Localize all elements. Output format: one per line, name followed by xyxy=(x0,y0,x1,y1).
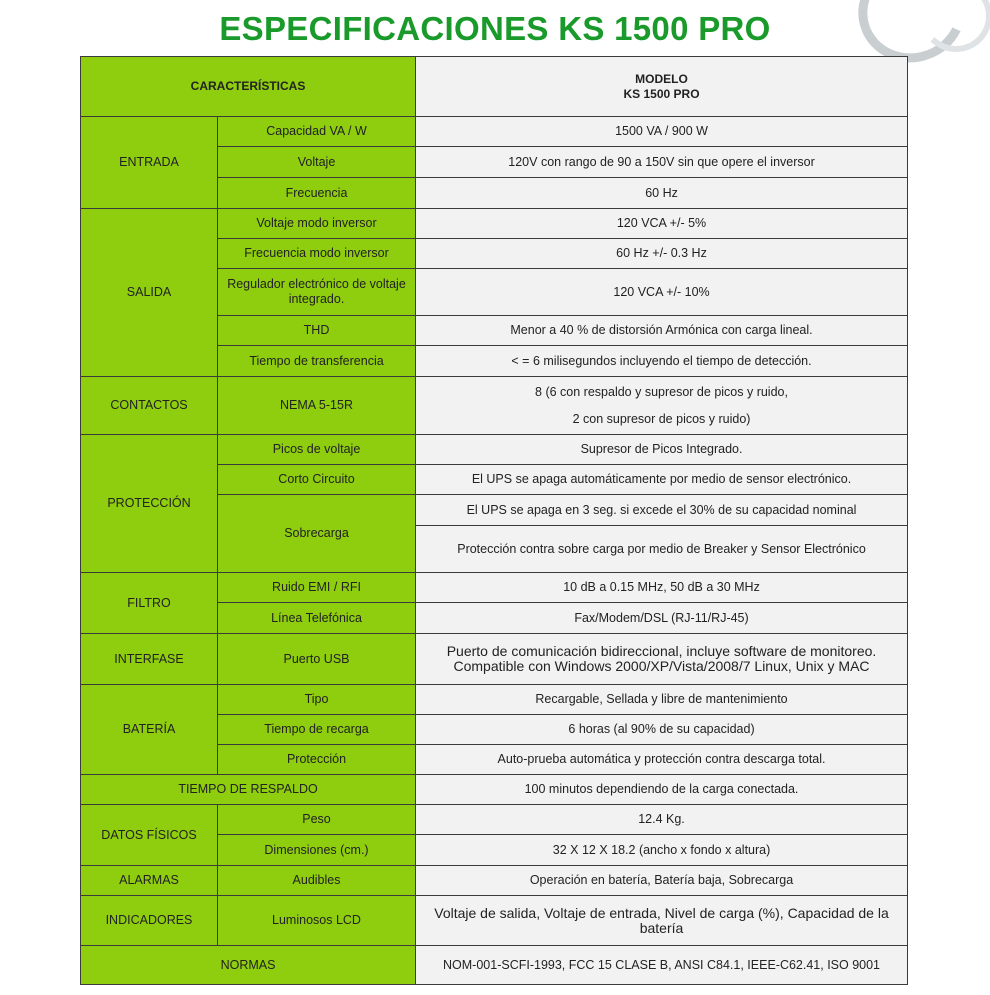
spec-value xyxy=(416,634,908,685)
spec-value: Supresor de Picos Integrado. xyxy=(416,435,908,465)
page-title: ESPECIFICACIONES KS 1500 PRO xyxy=(219,10,771,47)
spec-value: Protección contra sobre carga por medio de Breaker y Sensor Electrónico xyxy=(416,526,908,573)
spec-value: 60 Hz xyxy=(416,178,908,209)
spec-label: Dimensiones (cm.) xyxy=(218,835,416,866)
category-bateria: BATERÍA xyxy=(81,685,218,775)
table-row xyxy=(81,377,908,435)
table-row xyxy=(81,946,908,985)
spec-value: Recargable, Sellada y libre de mantenimiento xyxy=(416,685,908,715)
spec-value: Auto-prueba automática y protección contra descarga total. xyxy=(416,745,908,775)
characteristics-header: CARACTERÍSTICAS xyxy=(81,57,416,117)
spec-label: Voltaje modo inversor xyxy=(218,209,416,239)
spec-label: NEMA 5-15R xyxy=(218,377,416,435)
spec-value xyxy=(416,377,908,435)
spec-value: 100 minutos dependiendo de la carga conectada. xyxy=(416,775,908,805)
category-filtro: FILTRO xyxy=(81,573,218,634)
category-salida: SALIDA xyxy=(81,209,218,377)
spec-value: 12.4 Kg. xyxy=(416,805,908,835)
spec-value: < = 6 milisegundos incluyendo el tiempo de detección. xyxy=(416,346,908,377)
spec-value-line1: Puerto de comunicación bidireccional, incluye software de monitoreo. xyxy=(446,643,877,659)
table-row xyxy=(81,685,908,715)
spec-label: Regulador electrónico de voltaje integrado. xyxy=(218,269,416,316)
spec-label: Voltaje xyxy=(218,147,416,178)
model-header-line1: MODELO xyxy=(635,71,688,86)
spec-value: 120V con rango de 90 a 150V sin que opere el inversor xyxy=(416,147,908,178)
spec-value: El UPS se apaga automáticamente por medio de sensor electrónico. xyxy=(416,465,908,495)
table-row xyxy=(81,805,908,835)
table-row xyxy=(81,209,908,239)
spec-value: 60 Hz +/- 0.3 Hz xyxy=(416,239,908,269)
spec-label: Audibles xyxy=(218,866,416,896)
spec-value-line1: 8 (6 con respaldo y supresor de picos y ruido, xyxy=(535,384,788,399)
spec-table xyxy=(80,56,908,985)
spec-value: 6 horas (al 90% de su capacidad) xyxy=(416,715,908,745)
category-normas: NORMAS xyxy=(81,946,416,985)
spec-label: Frecuencia modo inversor xyxy=(218,239,416,269)
table-row xyxy=(81,775,908,805)
spec-label: Sobrecarga xyxy=(218,495,416,573)
spec-label: Peso xyxy=(218,805,416,835)
category-indicadores: INDICADORES xyxy=(81,896,218,946)
spec-value: El UPS se apaga en 3 seg. si excede el 30% de su capacidad nominal xyxy=(416,495,908,526)
spec-value: 10 dB a 0.15 MHz, 50 dB a 30 MHz xyxy=(416,573,908,603)
spec-label: Frecuencia xyxy=(218,178,416,209)
spec-value: Operación en batería, Batería baja, Sobrecarga xyxy=(416,866,908,896)
spec-label: Línea Telefónica xyxy=(218,603,416,634)
spec-label: Capacidad VA / W xyxy=(218,117,416,147)
table-row xyxy=(81,866,908,896)
spec-label: Ruido EMI / RFI xyxy=(218,573,416,603)
category-contactos: CONTACTOS xyxy=(81,377,218,435)
spec-label: THD xyxy=(218,316,416,346)
spec-label: Puerto USB xyxy=(218,634,416,685)
spec-label: Picos de voltaje xyxy=(218,435,416,465)
category-proteccion: PROTECCIÓN xyxy=(81,435,218,573)
table-row xyxy=(81,117,908,147)
spec-label: Luminosos LCD xyxy=(218,896,416,946)
spec-label: Corto Circuito xyxy=(218,465,416,495)
table-row xyxy=(81,634,908,685)
table-header-row xyxy=(81,57,908,117)
spec-value-line2: Compatible con Windows 2000/XP/Vista/2008/7 Linux, Unix y MAC xyxy=(453,658,870,674)
category-datos-fisicos: DATOS FÍSICOS xyxy=(81,805,218,866)
model-header xyxy=(416,57,908,117)
spec-label: Tiempo de transferencia xyxy=(218,346,416,377)
spec-value: 32 X 12 X 18.2 (ancho x fondo x altura) xyxy=(416,835,908,866)
category-entrada: ENTRADA xyxy=(81,117,218,209)
spec-label: Tipo xyxy=(218,685,416,715)
spec-value: 120 VCA +/- 10% xyxy=(416,269,908,316)
category-respaldo: TIEMPO DE RESPALDO xyxy=(81,775,416,805)
spec-value: Voltaje de salida, Voltaje de entrada, Nivel de carga (%), Capacidad de la batería xyxy=(416,896,908,946)
category-alarmas: ALARMAS xyxy=(81,866,218,896)
spec-value: 120 VCA +/- 5% xyxy=(416,209,908,239)
spec-value-line2: 2 con supresor de picos y ruido) xyxy=(572,411,751,426)
model-header-line2: KS 1500 PRO xyxy=(623,86,700,101)
spec-value: Menor a 40 % de distorsión Armónica con carga lineal. xyxy=(416,316,908,346)
spec-value: Fax/Modem/DSL (RJ-11/RJ-45) xyxy=(416,603,908,634)
spec-value: NOM-001-SCFI-1993, FCC 15 CLASE B, ANSI C84.1, IEEE-C62.41, ISO 9001 xyxy=(416,946,908,985)
spec-label: Protección xyxy=(218,745,416,775)
table-row xyxy=(81,573,908,603)
table-row xyxy=(81,896,908,946)
spec-label: Tiempo de recarga xyxy=(218,715,416,745)
category-interfase: INTERFASE xyxy=(81,634,218,685)
spec-value: 1500 VA / 900 W xyxy=(416,117,908,147)
table-row xyxy=(81,435,908,465)
